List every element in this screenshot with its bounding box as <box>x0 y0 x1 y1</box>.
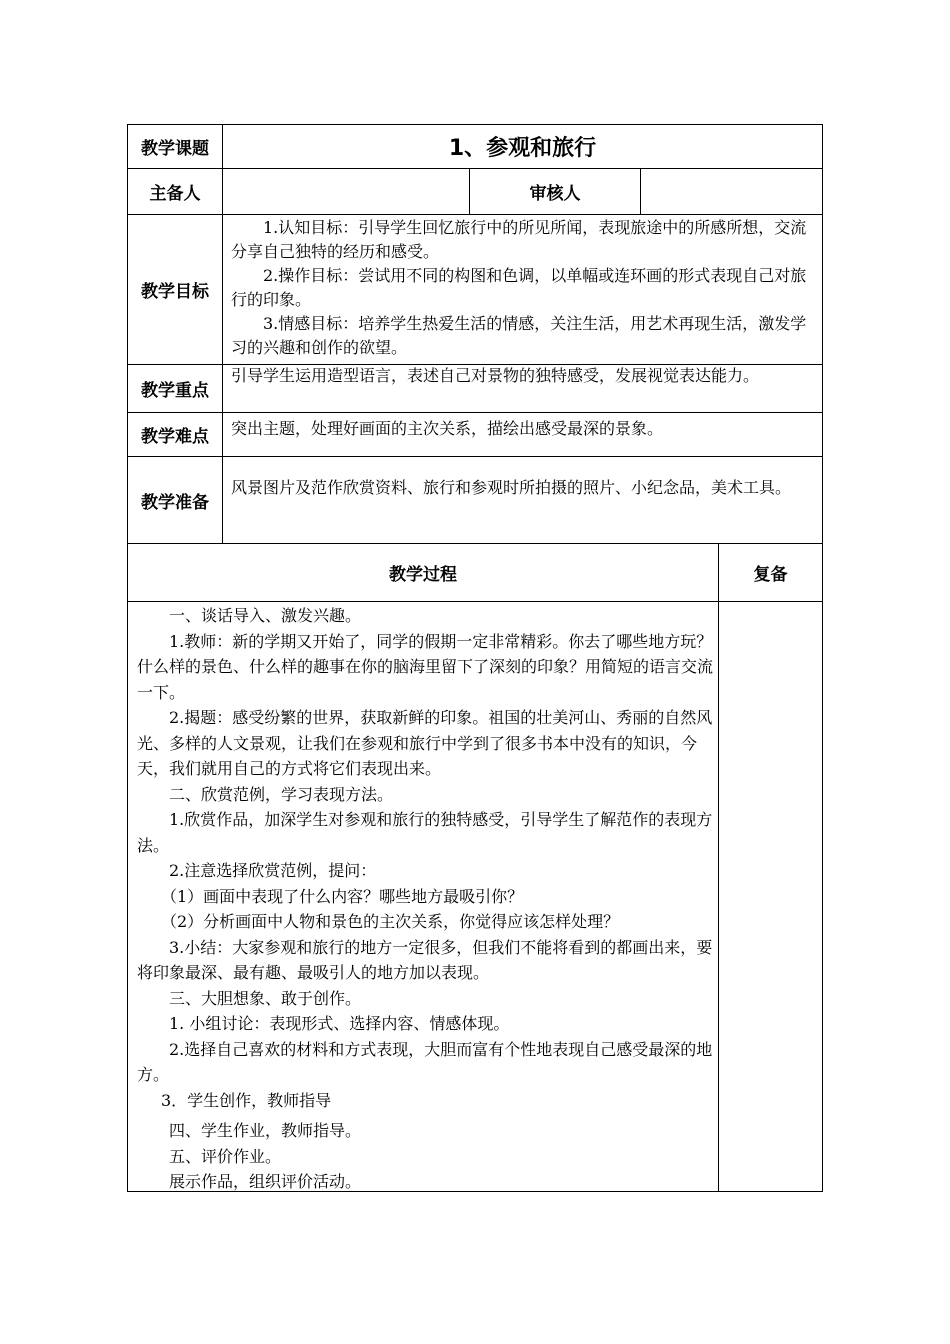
process-paragraph: 2.注意选择欣赏范例，提问： <box>169 861 377 880</box>
objective-item: 2.操作目标：尝试用不同的构图和色调，以单幅或连环画的形式表现自己对旅行的印象。 <box>231 266 807 309</box>
row-divider <box>127 214 823 215</box>
process-paragraph: （2）分析画面中人物和景色的主次关系，你觉得应该怎样处理？ <box>161 912 620 931</box>
process-paragraph: 2.揭题：感受纷繁的世界，获取新鲜的印象。祖国的壮美河山、秀丽的自然风光、多样的人文景观，让我们在参观和旅行中学到了很多书本中没有的知识，今天，我们就用自己的方式将它们表现出来。 <box>137 708 713 778</box>
topic-title: 1、参观和旅行 <box>448 136 597 161</box>
reviewer-label: 审核人 <box>529 184 581 204</box>
process-paragraph: 3．学生创作，教师指导 <box>161 1090 332 1110</box>
row-divider <box>127 456 823 457</box>
preparer-value <box>223 169 469 214</box>
process-label: 教学过程 <box>389 565 457 585</box>
review-notes-cell <box>719 602 822 1191</box>
process-paragraph: （1）画面中表现了什么内容？哪些地方最吸引你？ <box>161 886 524 906</box>
difficulty-text: 突出主题，处理好画面的主次关系，描绘出感受最深的景象。 <box>231 419 664 438</box>
objectives-label: 教学目标 <box>141 282 209 302</box>
reviewer-value <box>641 169 822 214</box>
process-paragraph: 1.教师：新的学期又开始了，同学的假期一定非常精彩。你去了哪些地方玩？什么样的景色、什么样的趣事在你的脑海里留下了深刻的印象？用简短的语言交流一下。 <box>137 631 714 702</box>
process-content <box>137 603 713 1195</box>
objective-item: 1.认知目标：引导学生回忆旅行中的所见所闻，表现旅途中的所感所想，交流分享自己独特的经历和感受。 <box>231 218 807 261</box>
topic-label: 教学课题 <box>141 139 209 159</box>
difficulty-label: 教学难点 <box>141 427 209 447</box>
process-paragraph: 四、学生作业，教师指导。 <box>169 1121 362 1140</box>
process-paragraph: 2.选择自己喜欢的材料和方式表现，大胆而富有个性地表现自己感受最深的地方。 <box>137 1039 713 1084</box>
process-paragraph: 二、欣赏范例，学习表现方法。 <box>169 784 394 804</box>
process-paragraph: 展示作品，组织评价活动。 <box>169 1172 362 1191</box>
key-point-text: 引导学生运用造型语言，表述自己对景物的独特感受，发展视觉表达能力。 <box>231 366 760 385</box>
review-label: 复备 <box>753 565 788 585</box>
process-paragraph: 3.小结：大家参观和旅行的地方一定很多，但我们不能将看到的都画出来，要将印象最深、最有趣、最吸引人的地方加以表现。 <box>137 937 713 982</box>
process-paragraph: 1.欣赏作品，加深学生对参观和旅行的独特感受，引导学生了解范作的表现方法。 <box>137 810 713 855</box>
key-point-label: 教学重点 <box>141 381 209 401</box>
objectives-content <box>231 216 817 360</box>
row-divider <box>127 412 823 413</box>
process-paragraph: 三、大胆想象、敢于创作。 <box>169 988 362 1008</box>
process-paragraph: 1. 小组讨论：表现形式、选择内容、情感体现。 <box>169 1014 510 1033</box>
preparer-label: 主备人 <box>149 184 201 204</box>
preparation-label: 教学准备 <box>141 492 209 513</box>
process-paragraph: 一、谈话导入、激发兴趣。 <box>169 606 362 625</box>
process-paragraph: 五、评价作业。 <box>169 1146 282 1166</box>
objective-item: 3.情感目标：培养学生热爱生活的情感，关注生活，用艺术再现生活，激发学习的兴趣和创作的欲望。 <box>231 314 807 357</box>
preparation-text: 风景图片及范作欣赏资料、旅行和参观时所拍摄的照片、小纪念品，美术工具。 <box>231 478 792 497</box>
